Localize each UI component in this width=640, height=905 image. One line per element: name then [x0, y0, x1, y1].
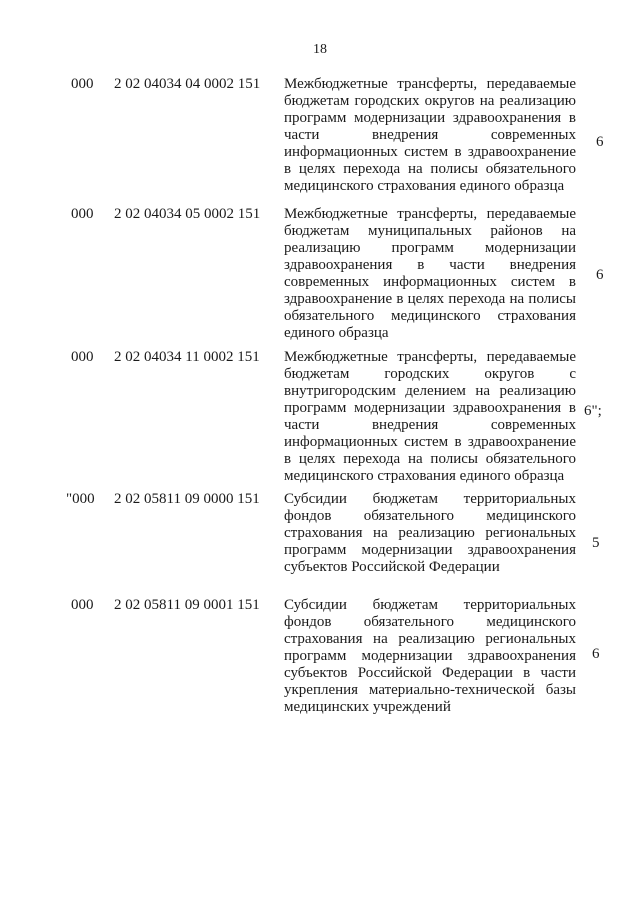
budget-classification-code: 2 02 04034 11 0002 151 — [114, 349, 260, 365]
admin-code: 000 — [71, 76, 94, 92]
budget-classification-code: 2 02 04034 04 0002 151 — [114, 76, 261, 92]
budget-classification-code: 2 02 05811 09 0000 151 — [114, 491, 260, 507]
revenue-description: Субсидии бюджетам территориальных фондов обязательного медицинского страхования на реализацию региональных программ модернизации здравоохранения субъектов Российской Федерации — [284, 491, 576, 575]
allocation-norm: 6 — [596, 134, 604, 150]
allocation-norm: 5 — [592, 535, 600, 551]
budget-classification-code: 2 02 04034 05 0002 151 — [114, 206, 261, 222]
revenue-description: Межбюджетные трансферты, передаваемые бюджетам городских округов на реализацию программ модернизации здравоохранения в части внедрения современных информационных систем в здравоохранение в целях перехода на полисы обязательного медицинского страхования единого образца — [284, 76, 576, 194]
admin-code: "000 — [66, 491, 95, 507]
revenue-description: Субсидии бюджетам территориальных фондов обязательного медицинского страхования на реализацию региональных программ модернизации здравоохранения субъектов Российской Федерации в части укрепления материально-технической базы медицинских учреждений — [284, 597, 576, 715]
allocation-norm: 6"; — [584, 403, 602, 419]
revenue-description: Межбюджетные трансферты, передаваемые бюджетам городских округов с внутригородским делением на реализацию программ модернизации здравоохранения в части внедрения современных информационных систем в здравоохранение в целях перехода на полисы обязательного медицинского страхования единого образца — [284, 349, 576, 484]
budget-classification-code: 2 02 05811 09 0001 151 — [114, 597, 260, 613]
allocation-norm: 6 — [596, 267, 604, 283]
revenue-description: Межбюджетные трансферты, передаваемые бюджетам муниципальных районов на реализацию программ модернизации здравоохранения в части внедрения современных информационных систем в здравоохранение в целях перехода на полисы обязательного медицинского страхования единого образца — [284, 206, 576, 341]
admin-code: 000 — [71, 597, 94, 613]
admin-code: 000 — [71, 206, 94, 222]
allocation-norm: 6 — [592, 646, 600, 662]
admin-code: 000 — [71, 349, 94, 365]
page-number: 18 — [313, 42, 327, 57]
